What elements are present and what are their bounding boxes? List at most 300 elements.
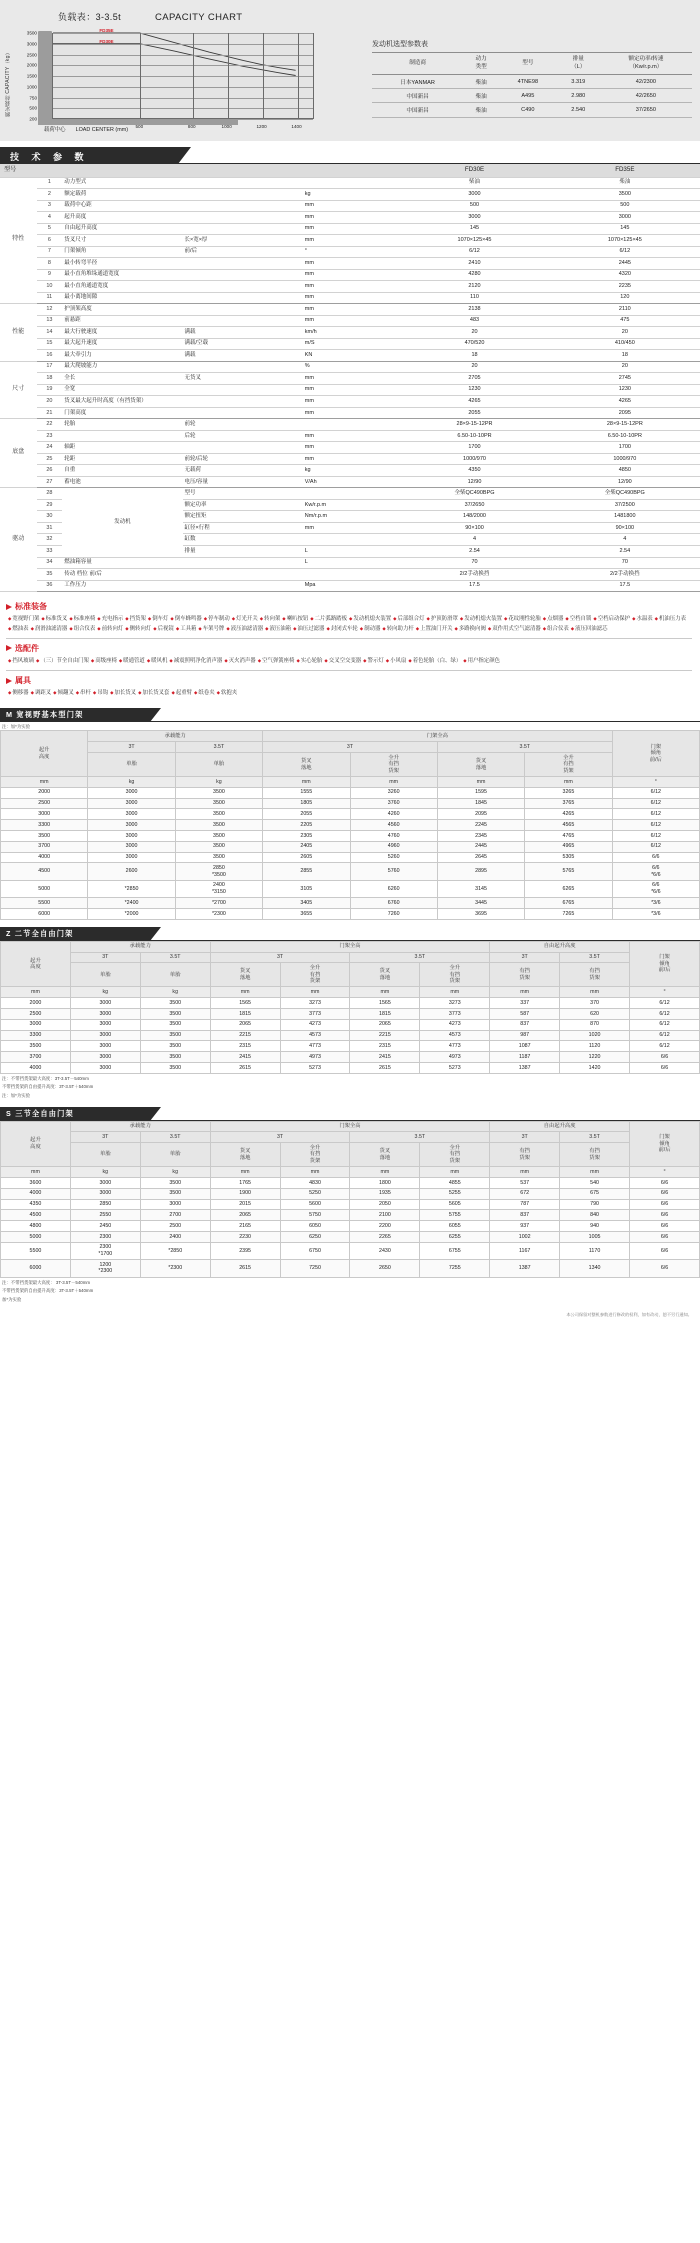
optional-part-item: ◆ （三）节全自由门架: [34, 658, 89, 664]
spec-row-number: 35: [37, 569, 63, 581]
spec-row-subname: [183, 200, 303, 212]
spec-value-fd35e: 1000/970: [550, 453, 700, 465]
mast-cell: 2300 *1700: [70, 1242, 140, 1259]
mast-cell: 3405: [263, 898, 350, 909]
spec-value-fd35e: 17.5: [550, 580, 700, 592]
mast-cell: 6265: [525, 880, 612, 897]
mast-cell: 2615: [210, 1063, 280, 1074]
spec-row-name: 轮胎: [62, 419, 182, 431]
spec-row-subname: [183, 304, 303, 316]
tech-spec-banner-label: 技 术 参 数: [10, 151, 89, 162]
spec-value-fd35e: 4320: [550, 269, 700, 281]
spec-value-fd35e: 4850: [550, 465, 700, 477]
chart-y-tick: 3500: [26, 30, 37, 36]
mast-cell: 2015: [210, 1199, 280, 1210]
page-footer-note: 本公司保留对整机参数进行修改的权利，如有改动，恕不另行通知。: [566, 1311, 692, 1317]
mast-cell: 3265: [525, 787, 612, 798]
mast-cell: 6/12: [612, 841, 699, 852]
mast-col-free-a: 有挡 货架: [490, 963, 560, 987]
chart-y-tick: 750: [29, 95, 37, 100]
spec-row-unit: [303, 569, 400, 581]
mast-sub-header-row: [1, 1132, 700, 1143]
mast-group-header-row: [1, 941, 700, 952]
spec-category-label: 底盘: [0, 419, 37, 488]
chart-y-tick: 1500: [26, 73, 37, 79]
mast-unit-cell: mm: [437, 777, 524, 788]
spec-engine-group-label: 发动机: [62, 488, 182, 557]
spec-row-number: 5: [37, 223, 63, 235]
mast-full-35t: 3.5T: [437, 742, 612, 753]
mast-cell: 4973: [420, 1052, 490, 1063]
mast-cell: *2700: [175, 898, 262, 909]
standard-equipment-item: ◆ 点烟器: [541, 616, 564, 622]
mast-cell: 3500: [140, 1009, 210, 1020]
mast-cell: 3000: [88, 787, 175, 798]
triangle-bullet-icon: [6, 645, 12, 651]
mast-table-title: S 三节全自由门架: [6, 1108, 74, 1118]
spec-value-fd35e: 37/2500: [550, 499, 700, 511]
mast-unit-cell: kg: [88, 777, 175, 788]
mast-cell: 3500: [140, 1188, 210, 1199]
standard-equipment-item: ◆ 多路换向阀: [452, 626, 485, 632]
mast-cell: 3000: [70, 1188, 140, 1199]
spec-row-unit: Nm/r.p.m: [303, 511, 400, 523]
mast-cell: 5755: [420, 1210, 490, 1221]
mast-cap-3t: 3T: [70, 952, 140, 963]
spec-row-number: 9: [37, 269, 63, 281]
mast-cell: 1815: [210, 1009, 280, 1020]
x-axis-cn: 载荷中心: [44, 127, 66, 133]
mast-free-3t: 3T: [490, 1132, 560, 1143]
mast-col-free-b: 有挡 货架: [560, 1143, 630, 1167]
mast-cell: 6000: [1, 1260, 71, 1277]
mast-cell: 1170: [560, 1242, 630, 1259]
mast-cell: 837: [490, 1019, 560, 1030]
mast-group-capacity: 承载能力: [88, 731, 263, 742]
spec-category-label: 驱动: [0, 488, 37, 592]
optional-parts-title: 选配件: [15, 643, 39, 653]
mast-unit-cell: mm: [525, 777, 612, 788]
chart-x-tick: 800: [187, 124, 196, 129]
mast-cell: 4000: [1, 1188, 71, 1199]
spec-header-model-a: FD30E: [399, 164, 549, 177]
mast-cell: 2430: [350, 1242, 420, 1259]
chart-gridline-v: [228, 33, 229, 118]
standard-equipment-item: ◆ 液压油滤清器: [224, 626, 263, 632]
spec-row: [0, 557, 700, 569]
spec-row-name: 最大行驶速度: [62, 327, 182, 339]
mast-cell: *2850: [88, 880, 175, 897]
spec-row-subname: [183, 396, 303, 408]
mast-cell: 2400 *3150: [175, 880, 262, 897]
spec-row-unit: mm: [303, 212, 400, 224]
spec-row-name: 最小直角堆垛通道宽度: [62, 269, 182, 281]
spec-value-fd35e: 90×100: [550, 522, 700, 534]
spec-row-name: 自由起升高度: [62, 223, 182, 235]
attachment-item: ◆ 侧移器: [6, 690, 29, 696]
spec-value-fd30e: 4280: [399, 269, 549, 281]
spec-value-fd35e: 28×9-15-12PR: [550, 419, 700, 431]
spec-row-name: 前悬距: [62, 315, 182, 327]
mast-cell: 6050: [280, 1221, 350, 1232]
optional-part-item: ◆ 警示灯: [361, 658, 384, 664]
mast-col-fork-b: 货叉 落地: [350, 1143, 420, 1167]
mast-cell: 2895: [437, 863, 524, 880]
spec-row-subname: 无货叉: [183, 373, 303, 385]
mast-unit-cell: mm: [1, 777, 88, 788]
spacer: [303, 164, 400, 177]
mast-cell: 1765: [210, 1178, 280, 1189]
mast-col-cap35t: 单胎: [140, 963, 210, 987]
mast-cell: 2645: [437, 852, 524, 863]
spec-value-fd30e: 17.5: [399, 580, 549, 592]
spec-row-number: 4: [37, 212, 63, 224]
mast-cell: 5750: [280, 1210, 350, 1221]
spec-row-number: 21: [37, 407, 63, 419]
mast-table-footnote: 注：加*为实验: [2, 1093, 31, 1099]
mast-unit-cell: kg: [140, 1167, 210, 1178]
standard-equipment-item: ◆ 后视镜: [151, 626, 174, 632]
mast-cell: 2605: [263, 852, 350, 863]
mast-cell: 370: [560, 998, 630, 1009]
attachment-item: ◆ 调距叉: [29, 690, 52, 696]
spec-row-name: 额定扭矩: [183, 511, 303, 523]
mast-unit-row: [1, 1167, 700, 1178]
standard-equipment-item: ◆ 组合仪表: [541, 626, 569, 632]
mast-cell: 7260: [350, 909, 437, 920]
mast-cell: 1565: [210, 998, 280, 1009]
mast-cell: 3500: [175, 852, 262, 863]
standard-equipment-item: ◆ 发动机熄火装置: [347, 616, 391, 622]
spec-row: [0, 177, 700, 189]
mast-table-row: [1, 880, 700, 897]
mast-cell: 3500: [140, 998, 210, 1009]
mast-cell: 4500: [1, 863, 88, 880]
spec-value-fd35e: 500: [550, 200, 700, 212]
spec-row-name: 额定功率: [183, 499, 303, 511]
mast-table-footnote: 注：不带挡货架最大高度： 3T-3.5T－540mm: [2, 1279, 91, 1285]
mast-cell: 3765: [525, 798, 612, 809]
spec-value-fd30e: 4: [399, 534, 549, 546]
engine-cell: 日本YANMAR: [372, 75, 463, 89]
mast-sub-header-row: [1, 742, 700, 753]
spec-row: [0, 246, 700, 258]
spec-row-subname: [183, 580, 303, 592]
mast-col-full-b: 全升 有挡 货架: [525, 753, 612, 777]
spec-row-name: 缸径×行程: [183, 522, 303, 534]
mast-cell: 2850: [70, 1199, 140, 1210]
mast-col-free-b: 有挡 货架: [560, 963, 630, 987]
optional-parts-heading: [6, 643, 692, 654]
mast-cell: 870: [560, 1019, 630, 1030]
mast-cell: 2245: [437, 820, 524, 831]
spec-row-unit: KN: [303, 350, 400, 362]
mast-cell: 790: [560, 1199, 630, 1210]
mast-table-row: [1, 1232, 700, 1243]
attachment-item: ◆ 串杆: [74, 690, 91, 696]
spec-row-name: 型号: [183, 488, 303, 500]
standard-equipment-item: ◆ 双作用式空气滤清器: [486, 626, 541, 632]
mast-cell: 3300: [1, 1030, 71, 1041]
attachment-item: ◆ 纸卷夹: [192, 690, 215, 696]
mast-cell: 3700: [1, 841, 88, 852]
spec-category-label: 尺寸: [0, 361, 37, 419]
mast-table-row: [1, 909, 700, 920]
chart-gridline-v: [140, 33, 141, 118]
optional-part-item: ◆ 交叉空交变器: [322, 658, 361, 664]
spec-row: [0, 442, 700, 454]
engine-cell: 42/2300: [600, 75, 692, 89]
mast-cell: 672: [490, 1188, 560, 1199]
spec-row-subname: [183, 223, 303, 235]
spec-value-fd30e: 483: [399, 315, 549, 327]
spec-value-fd35e: 3000: [550, 212, 700, 224]
spec-value-fd30e: 18: [399, 350, 549, 362]
spec-row-unit: mm: [303, 373, 400, 385]
mast-cell: 2215: [350, 1030, 420, 1041]
mast-cell: 1002: [490, 1232, 560, 1243]
spec-row-number: 19: [37, 384, 63, 396]
spec-value-fd35e: 20: [550, 327, 700, 339]
spec-value-fd30e: 4350: [399, 465, 549, 477]
spec-row-unit: km/h: [303, 327, 400, 339]
spec-row-name: 排量: [183, 546, 303, 558]
spec-row-name: 最大爬坡能力: [62, 361, 182, 373]
spec-value-fd35e: 1070×125×45: [550, 235, 700, 247]
mast-table-M: [0, 730, 700, 919]
spec-row-name: 起升高度: [62, 212, 182, 224]
engine-col-header: 排量 （L）: [557, 53, 600, 75]
spec-row-name: 轮距: [62, 453, 182, 465]
capacity-chart-block: [0, 0, 700, 141]
spec-value-fd35e: 410/450: [550, 338, 700, 350]
mast-tilt-header: 门架 倾角 前/后: [630, 941, 700, 987]
standard-equipment-item: ◆ 燃油表: [6, 626, 29, 632]
spec-row-name: 货叉最大起升时高度（有挡货架）: [62, 396, 182, 408]
spec-row-subname: [183, 442, 303, 454]
spec-row: [0, 338, 700, 350]
spec-value-fd35e: 1481800: [550, 511, 700, 523]
mast-cell: 4500: [1, 1210, 71, 1221]
spec-row-number: 6: [37, 235, 63, 247]
attachments-title: 属具: [15, 676, 31, 686]
spec-value-fd35e: 2235: [550, 281, 700, 293]
spec-row-unit: mm: [303, 235, 400, 247]
mast-cell: 5500: [1, 898, 88, 909]
standard-equipment-item: ◆ 车架号牌: [196, 626, 224, 632]
mast-cell: 2065: [350, 1019, 420, 1030]
mast-full-3t: 3T: [263, 742, 438, 753]
spec-row: [0, 361, 700, 373]
mast-unit-cell: °: [630, 987, 700, 998]
mast-cell: 3500: [140, 1063, 210, 1074]
mast-cell: 3000: [70, 1063, 140, 1074]
spec-value-fd30e: 90×100: [399, 522, 549, 534]
mast-cell: 3773: [420, 1009, 490, 1020]
mast-cell: 3000: [140, 1199, 210, 1210]
spec-row-subname: 长×宽×厚: [183, 235, 303, 247]
chart-y-ticks: [18, 31, 38, 123]
mast-unit-cell: mm: [350, 1167, 420, 1178]
standard-equipment-item: ◆ 空档启动保护: [591, 616, 630, 622]
mast-table-row: [1, 1260, 700, 1277]
spec-row-name: 蓄电池: [62, 476, 182, 488]
spec-row-name: 最小离地间隙: [62, 292, 182, 304]
mast-cell: 3700: [1, 1052, 71, 1063]
mast-table-row: [1, 898, 700, 909]
spec-row-number: 3: [37, 200, 63, 212]
spec-value-fd35e: 2110: [550, 304, 700, 316]
spec-row: [0, 315, 700, 327]
spec-row-number: 36: [37, 580, 63, 592]
spec-row-unit: [303, 419, 400, 431]
mast-cell: *3/6: [612, 909, 699, 920]
engine-cell: 37/2650: [600, 103, 692, 117]
mast-col-cap35t: 单胎: [175, 753, 262, 777]
spec-row-name: 护顶架高度: [62, 304, 182, 316]
mast-full-3t: 3T: [210, 952, 350, 963]
optional-part-item: ◆ 小风扇: [384, 658, 407, 664]
mast-group-capacity: 承载能力: [70, 1121, 210, 1132]
mast-cell: 2230: [210, 1232, 280, 1243]
mast-cell: 1220: [560, 1052, 630, 1063]
mast-table-row: [1, 1242, 700, 1259]
mast-cell: 5250: [280, 1188, 350, 1199]
spec-row-number: 2: [37, 189, 63, 201]
engine-table-header-row: [372, 53, 692, 75]
spec-value-fd30e: 145: [399, 223, 549, 235]
mast-free-3t: 3T: [490, 952, 560, 963]
standard-equipment-item: ◆ 二片弧路踏板: [308, 616, 347, 622]
spec-row-subname: [183, 407, 303, 419]
spec-row-name: [62, 430, 182, 442]
mast-cell: 6/6: [630, 1232, 700, 1243]
mast-cell: *2000: [88, 909, 175, 920]
mast-table-row: [1, 820, 700, 831]
mast-cell: 3500: [140, 1041, 210, 1052]
mast-cell: 4573: [280, 1030, 350, 1041]
spec-value-fd30e: 2138: [399, 304, 549, 316]
attachment-item: ◆ 加长货叉: [108, 690, 136, 696]
spec-row: [0, 327, 700, 339]
spec-row: [0, 396, 700, 408]
standard-equipment-item: ◆ 充电指示: [95, 616, 123, 622]
chart-frame-left: [38, 31, 52, 123]
mast-cell: 3000: [88, 820, 175, 831]
mast-cell: 3000: [70, 1178, 140, 1189]
spec-row-unit: mm: [303, 223, 400, 235]
mast-cell: 3000: [70, 1030, 140, 1041]
standard-equipment-item: ◆ 前转向灯: [95, 626, 123, 632]
spec-row-name: 额定载荷: [62, 189, 182, 201]
mast-cell: 3600: [1, 1178, 71, 1189]
mast-cell: 2215: [210, 1030, 280, 1041]
mast-cell: 2095: [437, 809, 524, 820]
mast-cell: 2405: [263, 841, 350, 852]
mast-full-35t: 3.5T: [350, 952, 490, 963]
mast-cell: 6/12: [630, 1030, 700, 1041]
mast-cell: 6/6: [630, 1188, 700, 1199]
spec-value-fd35e: 柴油: [550, 177, 700, 189]
standard-equipment-item: ◆ 液压油箱: [263, 626, 291, 632]
standard-equipment-item: ◆ 发动机熄火装置: [458, 616, 502, 622]
mast-cell: 6/12: [612, 820, 699, 831]
mast-cell: 3260: [350, 787, 437, 798]
mast-table-banner-M: [0, 708, 700, 722]
mast-cell: 1935: [350, 1188, 420, 1199]
engine-cell: 柴油: [463, 75, 499, 89]
standard-equipment-item: ◆ 转向架: [258, 616, 281, 622]
mast-unit-cell: °: [612, 777, 699, 788]
spec-row-number: 23: [37, 430, 63, 442]
mast-cell: 6/6: [630, 1221, 700, 1232]
mast-group-freelift: 自由起升高度: [490, 941, 630, 952]
mast-cell: 840: [560, 1210, 630, 1221]
spec-row-name: 载荷中心距: [62, 200, 182, 212]
mast-cell: 6/6: [612, 852, 699, 863]
spec-value-fd30e: 6/12: [399, 246, 549, 258]
mast-tilt-header: 门架 倾角 前/后: [612, 731, 699, 777]
mast-cell: 6/6: [630, 1260, 700, 1277]
spec-row-name: 最小转弯半径: [62, 258, 182, 270]
mast-cell: 6250: [280, 1232, 350, 1243]
spec-value-fd30e: 2410: [399, 258, 549, 270]
mast-table-row: [1, 1019, 700, 1030]
standard-equipment-item: ◆ 空档自锁: [563, 616, 591, 622]
mast-cell: 6/6: [630, 1052, 700, 1063]
spec-row-name: 全宽: [62, 384, 182, 396]
mast-cell: 2050: [350, 1199, 420, 1210]
mast-group-overall: 门架全高: [263, 731, 613, 742]
attachment-item: ◆ 加长货叉套: [136, 690, 169, 696]
tech-spec-banner: [0, 147, 700, 164]
spec-row-name: 最大起升速度: [62, 338, 182, 350]
mast-cell: 6/12: [612, 809, 699, 820]
mast-cell: 2500: [1, 798, 88, 809]
spec-row-name: 门架倾角: [62, 246, 182, 258]
mast-col-header-row: [1, 963, 700, 987]
spec-row-number: 26: [37, 465, 63, 477]
spec-value-fd30e: 70: [399, 557, 549, 569]
mast-col-cap3t: 单胎: [70, 1143, 140, 1167]
mast-col-fork-a: 货叉 落地: [210, 963, 280, 987]
mast-unit-cell: mm: [280, 1167, 350, 1178]
spec-row-subname: [183, 258, 303, 270]
chart-gridline-h: [53, 65, 313, 66]
optional-part-item: ◆ 灭火消声器: [222, 658, 255, 664]
mast-cell: 6/12: [630, 1019, 700, 1030]
mast-col-free-a: 有挡 货架: [490, 1143, 560, 1167]
mast-cell: 7250: [280, 1260, 350, 1277]
mast-cell: 2200: [350, 1221, 420, 1232]
curve-label-fd30e: FD30E: [99, 38, 114, 44]
mast-full-35t: 3.5T: [350, 1132, 490, 1143]
mast-cell: 2600: [88, 863, 175, 880]
mast-cell: 6/6: [630, 1210, 700, 1221]
mast-cell: 5273: [420, 1063, 490, 1074]
mast-cell: 2500: [140, 1221, 210, 1232]
spec-row-unit: L: [303, 557, 400, 569]
engine-cell: 柴油: [463, 89, 499, 103]
mast-cell: 3500: [175, 820, 262, 831]
mast-cell: 3273: [420, 998, 490, 1009]
standard-equipment-item: ◆ 后部组合灯: [391, 616, 424, 622]
mast-cell: 1387: [490, 1260, 560, 1277]
spec-row-name: 缸数: [183, 534, 303, 546]
mast-cell: 2850 *3500: [175, 863, 262, 880]
spec-row-unit: [303, 534, 400, 546]
spec-row-number: 13: [37, 315, 63, 327]
